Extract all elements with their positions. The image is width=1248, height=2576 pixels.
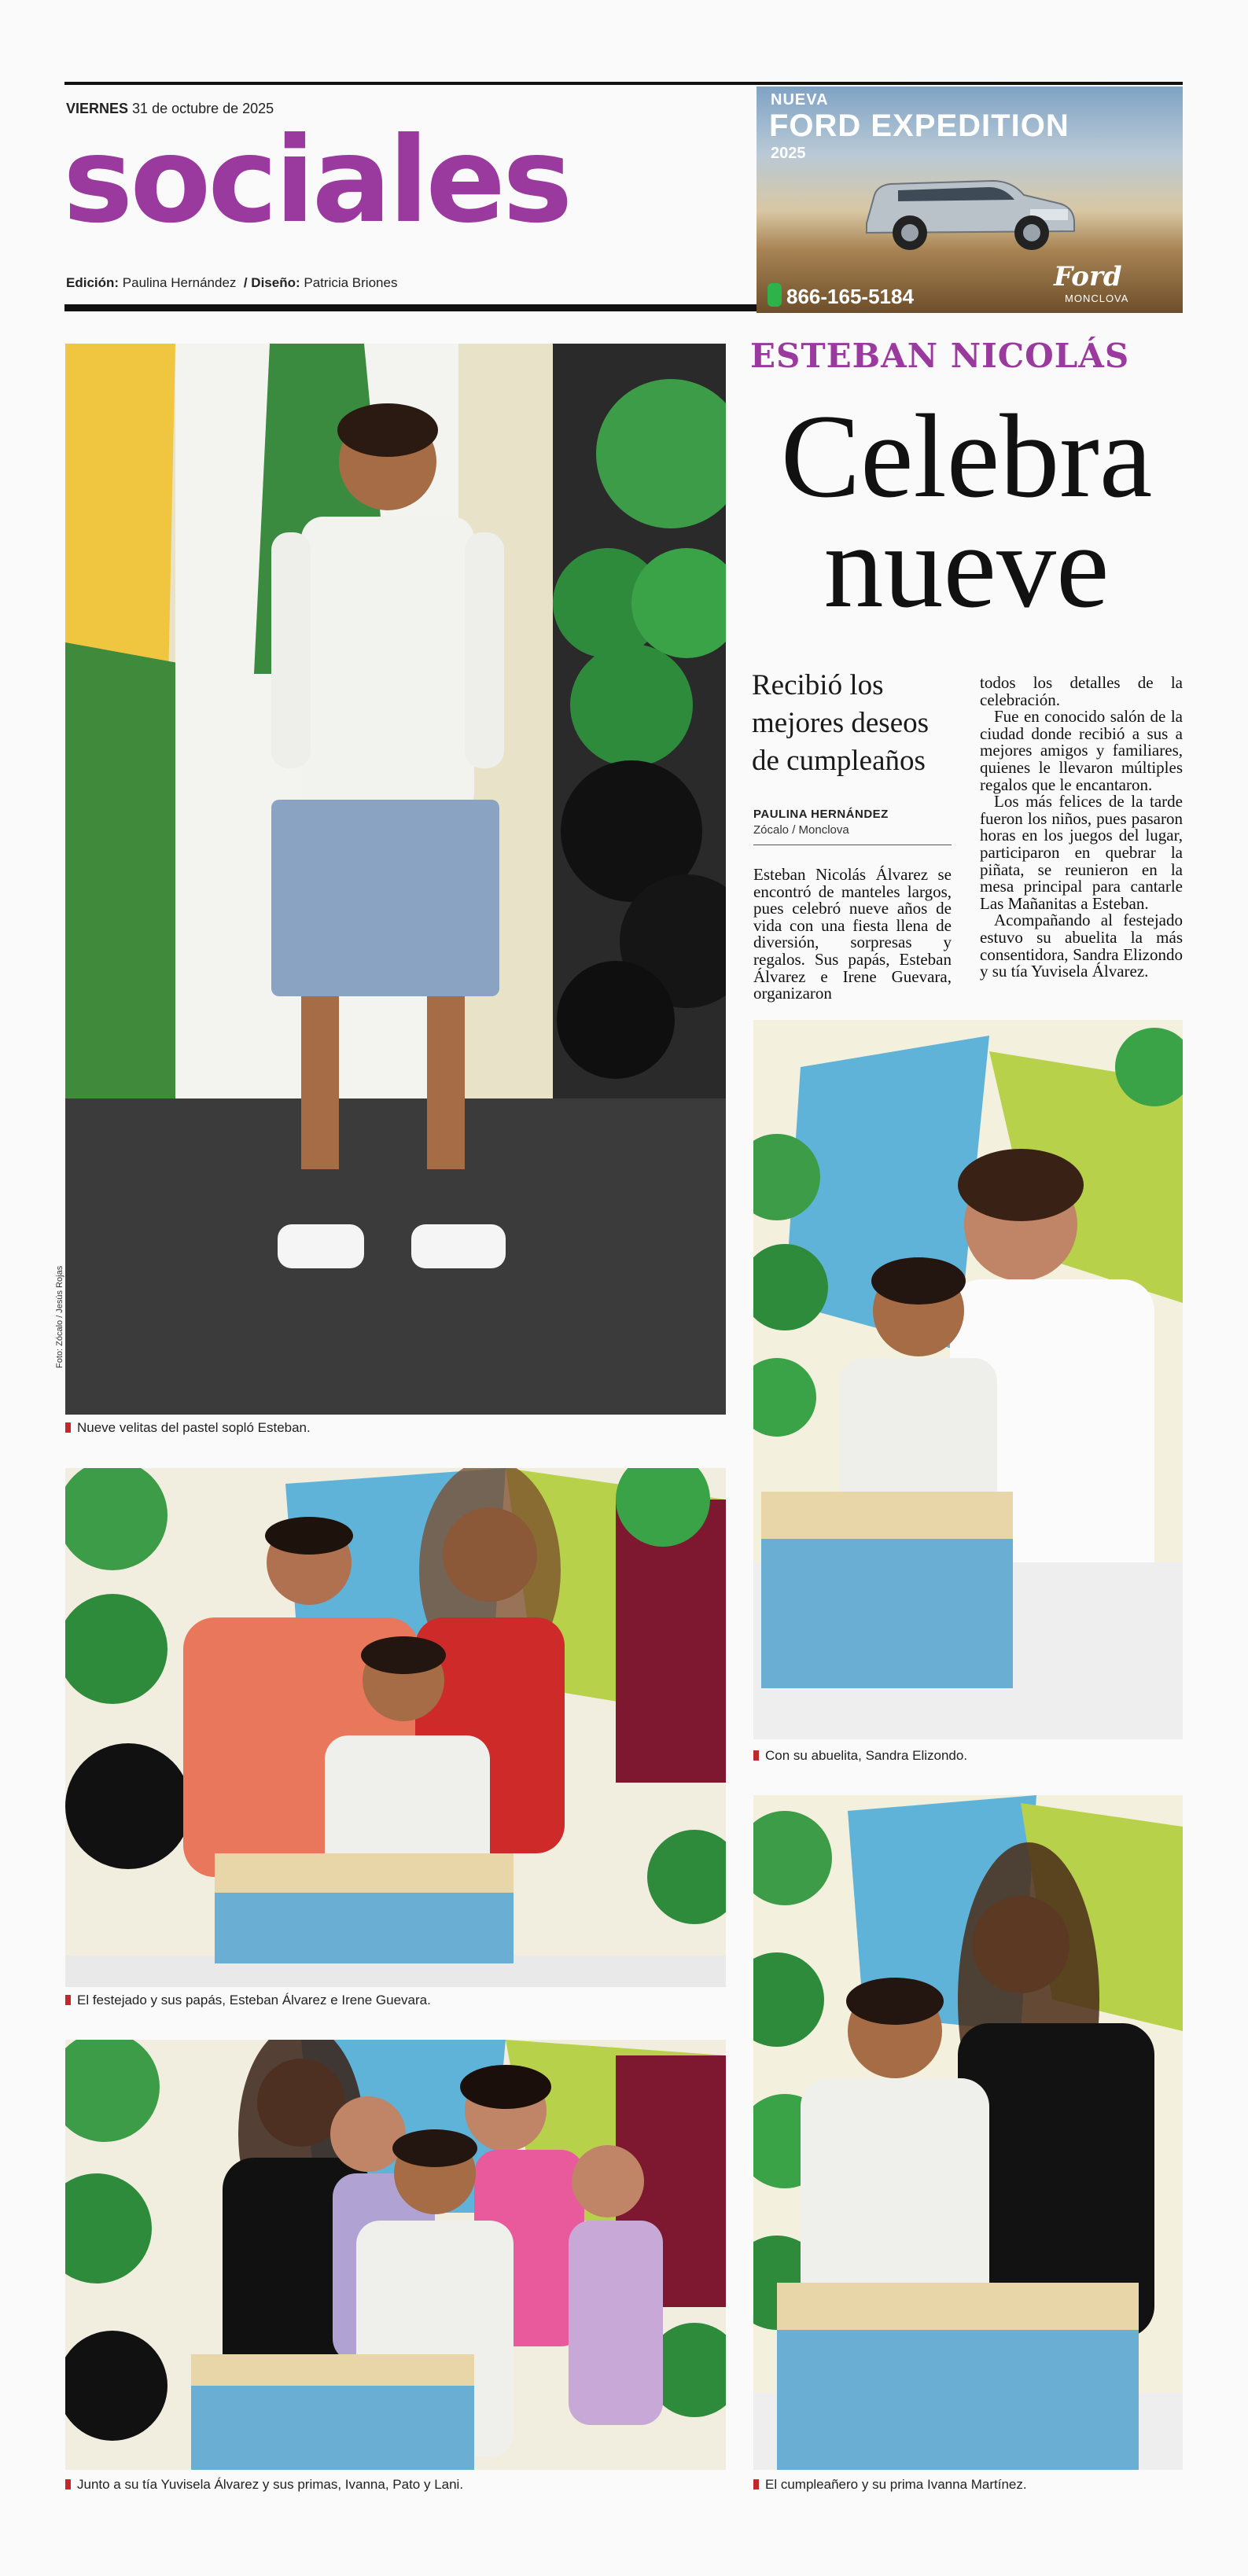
article-subhead: Recibió los mejores deseos de cumpleaños (752, 669, 930, 777)
grandma-photo-image (753, 1020, 1183, 1739)
article-paragraph: todos los detalles de la celebración. (980, 673, 1183, 709)
headline-line-1: Celebra (780, 390, 1153, 522)
article-column-2 (980, 675, 1183, 981)
cousin-photo-image (753, 1795, 1183, 2470)
photo-credit: Foto: Zócalo / Jesús Rojas (55, 1265, 64, 1368)
ad-tag: NUEVA (771, 91, 829, 109)
ad-model: FORD EXPEDITION (769, 109, 1069, 143)
edition-credits (66, 275, 397, 291)
ford-logo: Ford (1054, 261, 1122, 293)
grandma-photo-caption: Con su abuelita, Sandra Elizondo. (753, 1748, 967, 1764)
ad-phone[interactable]: 866-165-5184 (786, 285, 914, 308)
headline-line-2: nueve (823, 500, 1110, 632)
suv-image (851, 154, 1087, 256)
parents-photo-image (65, 1468, 726, 1987)
ad-year: 2025 (771, 145, 806, 162)
aunt-cousins-photo-image (65, 2040, 726, 2470)
article-column-1 (753, 867, 952, 1003)
design-label: / Diseño: (243, 275, 300, 290)
article-paragraph: Acompañando al festejado estuvo su abuelita la más consentidora, Sandra Elizondo y su tía Yuvisela Álvarez. (980, 911, 1183, 981)
article-headline (750, 390, 1183, 632)
issue-day: VIERNES (66, 101, 129, 116)
edition-label: Edición: (66, 275, 120, 290)
article-paragraph: Los más felices de la tarde fueron los niños, pues pasaron horas en los juegos del lugar, participaron en quebrar la piñata, se reunieron en la mesa principal para cantarle Las Mañanitas a Esteban. (980, 792, 1183, 913)
ad-city: MONCLOVA (1065, 293, 1129, 304)
aunt-cousins-photo (65, 2040, 726, 2470)
whatsapp-icon (768, 283, 782, 307)
article-kicker: ESTEBAN NICOLÁS (750, 337, 1130, 375)
article-paragraph: Fue en conocido salón de la ciudad donde recibió a sus a mejores amigos y familiares, quienes le llevaron múltiples regalos que le encantaron. (980, 707, 1183, 794)
cousin-photo (753, 1795, 1183, 2470)
issue-date-text: 31 de octubre de 2025 (132, 101, 274, 116)
aunt-cousins-photo-caption: Junto a su tía Yuvisela Álvarez y sus primas, Ivanna, Pato y Lani. (65, 2477, 463, 2493)
parents-photo (65, 1468, 726, 1987)
design-name: Patricia Briones (304, 275, 398, 290)
main-photo-caption: Nueve velitas del pastel sopló Esteban. (65, 1420, 311, 1436)
header-top-rule (64, 82, 1183, 85)
main-photo (65, 344, 726, 1415)
cousin-photo-caption: El cumpleañero y su prima Ivanna Martínez. (753, 2477, 1027, 2493)
parents-photo-caption: El festejado y sus papás, Esteban Álvarez e Irene Guevara. (65, 1993, 431, 2008)
article-publication: Zócalo / Monclova (753, 823, 849, 837)
ford-advertisement[interactable] (757, 86, 1183, 313)
section-title: sociales (63, 112, 570, 249)
article-author: PAULINA HERNÁNDEZ (753, 808, 889, 821)
article-paragraph: Esteban Nicolás Álvarez se encontró de manteles largos, pues celebró nueve años de vida con una fiesta llena de diversión, sorpresas y regalos. Sus papás, Esteban Álvarez e Irene Guevara, organizaron (753, 865, 952, 1003)
edition-name: Paulina Hernández (122, 275, 237, 290)
grandma-photo (753, 1020, 1183, 1739)
main-photo-image (65, 344, 726, 1415)
